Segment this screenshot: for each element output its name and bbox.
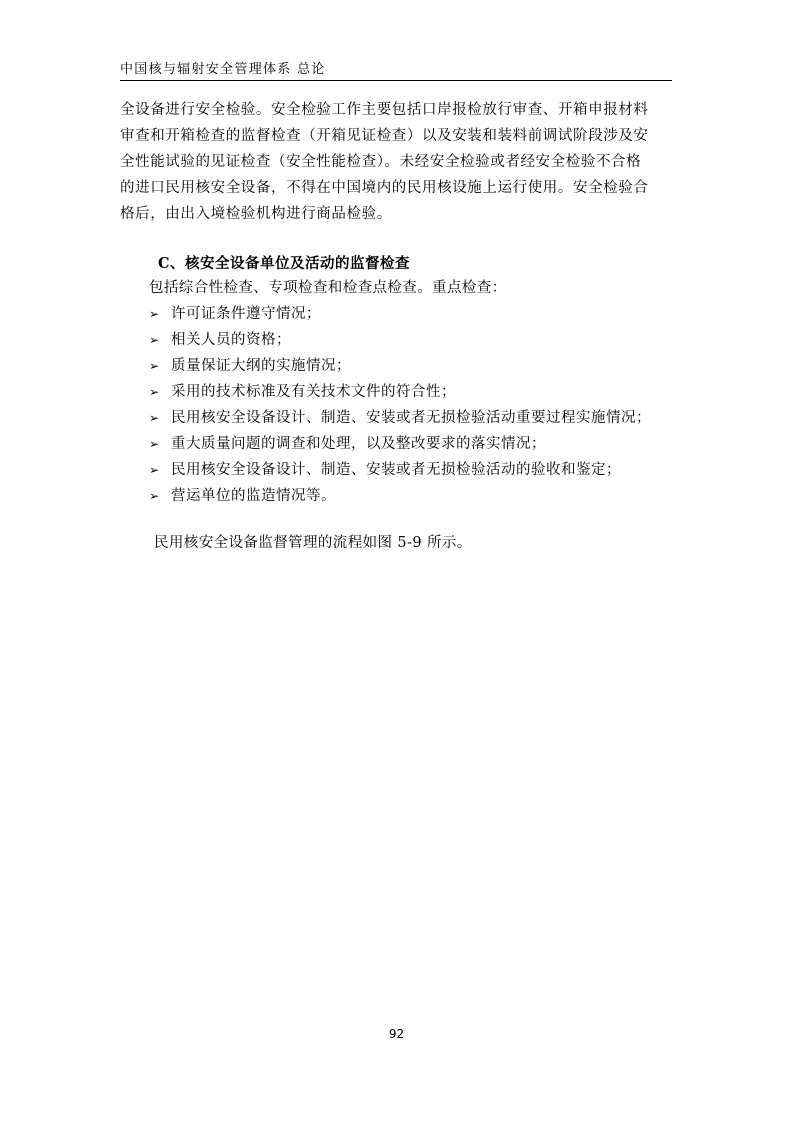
- list-item-text: 采用的技术标准及有关技术文件的符合性；: [171, 384, 456, 400]
- arrow-bullet-icon: ➢: [149, 463, 160, 477]
- paragraph-line: 格后，由出入境检验机构进行商品检验。: [120, 206, 392, 222]
- closing-sentence: 民用核安全设备监督管理的流程如图 5-9 所示。: [154, 535, 472, 551]
- list-item: [149, 405, 651, 431]
- list-item: [149, 483, 651, 509]
- header-title: 中国核与辐射安全管理体系 总论: [120, 62, 326, 77]
- list-item: [149, 353, 651, 379]
- inspection-list: [149, 301, 651, 509]
- section-heading: C、核安全设备单位及活动的监督检查: [158, 255, 411, 272]
- list-item-text: 民用核安全设备设计、制造、安装或者无损检验活动的验收和鉴定；: [171, 462, 621, 478]
- paragraph-line: 全性能试验的见证检查（安全性能检查）。未经安全检验或者经安全检验不合格: [120, 154, 642, 170]
- arrow-bullet-icon: ➢: [149, 437, 160, 451]
- arrow-bullet-icon: ➢: [149, 359, 160, 373]
- list-item: [149, 431, 651, 457]
- list-item: [149, 327, 651, 353]
- list-item-text: 质量保证大纲的实施情况；: [171, 358, 351, 374]
- list-item-text: 重大质量问题的调查和处理，以及整改要求的落实情况；: [171, 436, 546, 452]
- arrow-bullet-icon: ➢: [149, 411, 160, 425]
- list-item: [149, 457, 651, 483]
- list-item: [149, 379, 651, 405]
- page-number: 92: [388, 1027, 405, 1041]
- paragraph-line: 审查和开箱检查的监督检查（开箱见证检查）以及安装和装料前调试阶段涉及安: [120, 128, 649, 144]
- body-paragraph: [120, 97, 676, 227]
- page-header: [120, 56, 672, 81]
- list-item: [149, 301, 651, 327]
- paragraph-line: 的进口民用核安全设备，不得在中国境内的民用核设施上运行使用。安全检验合: [120, 180, 649, 196]
- arrow-bullet-icon: ➢: [149, 333, 160, 347]
- list-item-text: 许可证条件遵守情况；: [171, 306, 321, 322]
- list-item-text: 相关人员的资格；: [171, 332, 291, 348]
- paragraph-line: 全设备进行安全检验。安全检验工作主要包括口岸报检放行审查、开箱申报材料: [120, 102, 649, 118]
- arrow-bullet-icon: ➢: [149, 489, 160, 503]
- arrow-bullet-icon: ➢: [149, 307, 160, 321]
- list-item-text: 民用核安全设备设计、制造、安装或者无损检验活动重要过程实施情况；: [171, 410, 651, 426]
- section-intro: 包括综合性检查、专项检查和检查点检查。重点检查：: [149, 280, 507, 296]
- list-item-text: 营运单位的监造情况等。: [171, 488, 336, 504]
- arrow-bullet-icon: ➢: [149, 385, 160, 399]
